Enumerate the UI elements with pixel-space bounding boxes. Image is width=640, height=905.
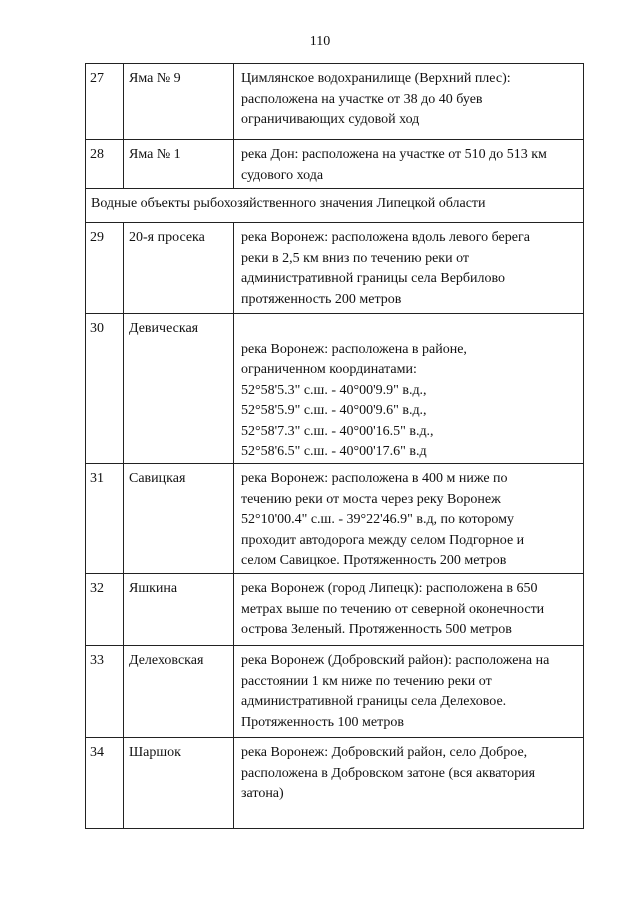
description-line: расположена на участке от 38 до 40 буев: [241, 91, 483, 107]
description-line: административной границы села Делеховое.: [241, 694, 507, 709]
row-number: 34: [90, 745, 104, 760]
object-name: Савицкая: [129, 471, 186, 486]
description-line: река Воронеж: расположена в 400 м ниже по: [241, 471, 508, 486]
description-line: течению реки от моста через реку Воронеж: [241, 491, 501, 507]
row-number: 28: [90, 147, 104, 162]
page-number: 110: [309, 34, 331, 49]
description-line: протяженность 200 метров: [241, 291, 402, 307]
description-line: метрах выше по течению от северной оконечности: [241, 601, 545, 617]
object-name: Делеховская: [129, 653, 204, 668]
section-title: Водные объекты рыбохозяйственного значения Липецкой области: [91, 196, 486, 211]
description-line: ограниченном координатами:: [241, 362, 417, 377]
description-line: Протяженность 100 метров: [241, 714, 405, 730]
description-line: острова Зеленый. Протяженность 500 метров: [241, 622, 512, 637]
table-row: [86, 314, 584, 464]
description-line: река Воронеж (Добровский район): расположена на: [241, 653, 550, 668]
description-line: проходит автодорога между селом Подгорное и: [241, 532, 525, 548]
object-name: Девическая: [129, 321, 199, 336]
object-name: Яшкина: [129, 581, 178, 596]
table-row: [86, 646, 584, 738]
water-objects-table: [85, 63, 584, 829]
coordinate-line: 52°58'7.3" с.ш. - 40°00'16.5" в.д.,: [241, 423, 434, 439]
object-name: Яма № 9: [129, 71, 181, 86]
row-number: 31: [90, 471, 104, 486]
section-header-row: [86, 189, 584, 223]
description-line: река Воронеж: расположена в районе,: [241, 341, 467, 357]
description-line: 52°10'00.4" с.ш. - 39°22'46.9" в.д, по которому: [241, 512, 514, 527]
row-number: 32: [90, 581, 104, 596]
description-line: Цимлянское водохранилище (Верхний плес):: [241, 71, 511, 86]
table-row: [86, 738, 584, 829]
table-row: [86, 574, 584, 646]
description-line: расположена в Добровском затоне (вся акватория: [241, 765, 536, 781]
table-row: [86, 64, 584, 140]
description-line: судового хода: [241, 167, 324, 183]
description-line: ограничивающих судовой ход: [241, 112, 420, 127]
description-line: река Воронеж: Добровский район, село Доброе,: [241, 745, 528, 760]
description-line: река Дон: расположена на участке от 510 до 513 км: [241, 147, 547, 162]
row-number: 33: [90, 653, 104, 668]
table-row: [86, 223, 584, 314]
object-name: 20-я просека: [129, 230, 205, 245]
description-line: селом Савицкое. Протяженность 200 метров: [241, 553, 507, 568]
table-row: [86, 140, 584, 189]
row-number: 29: [90, 230, 104, 245]
object-name: Шаршок: [129, 745, 181, 760]
description-line: административной границы села Вербилово: [241, 271, 506, 286]
description-line: реки в 2,5 км вниз по течению реки от: [241, 250, 470, 266]
row-number: 30: [90, 321, 104, 336]
description-line: река Воронеж (город Липецк): расположена в 650: [241, 581, 538, 596]
row-number: 27: [90, 71, 104, 86]
description-line: затона): [241, 786, 284, 801]
description-line: река Воронеж: расположена вдоль левого берега: [241, 230, 530, 245]
description-line: расстоянии 1 км ниже по течению реки от: [241, 673, 492, 689]
object-name: Яма № 1: [129, 147, 181, 162]
table-row: [86, 464, 584, 574]
coordinate-line: 52°58'5.9" с.ш. - 40°00'9.6" в.д.,: [241, 403, 427, 418]
coordinate-line: 52°58'6.5" с.ш. - 40°00'17.6" в.д: [241, 444, 427, 459]
coordinate-line: 52°58'5.3" с.ш. - 40°00'9.9" в.д.,: [241, 382, 427, 398]
